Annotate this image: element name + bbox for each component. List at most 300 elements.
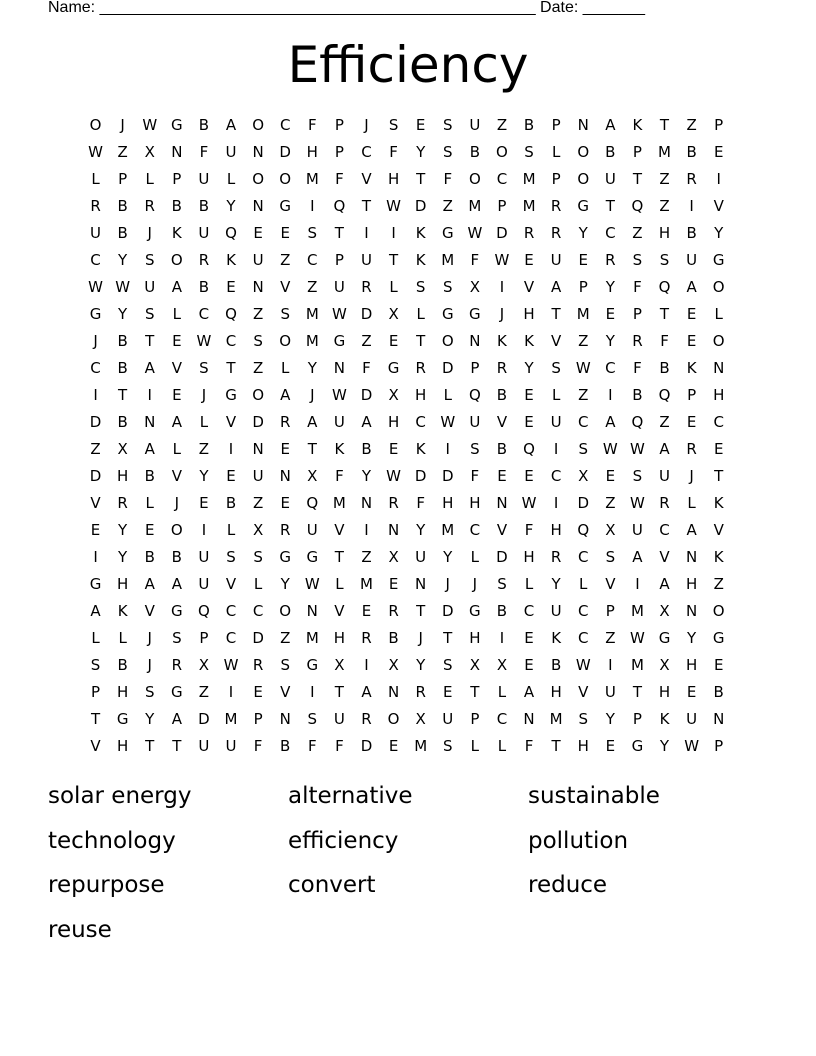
grid-letter: C: [361, 142, 372, 161]
grid-letter: X: [388, 385, 399, 404]
grid-letter: R: [415, 682, 426, 701]
grid-letter: P: [172, 169, 182, 188]
grid-letter: X: [469, 655, 480, 674]
grid-letter: M: [332, 493, 346, 512]
grid-letter: I: [364, 520, 369, 539]
grid-letter: K: [334, 439, 345, 458]
grid-letter: A: [605, 115, 616, 134]
grid-letter: M: [441, 520, 455, 539]
grid-letter: R: [388, 493, 399, 512]
grid-letter: P: [578, 277, 588, 296]
grid-letter: V: [361, 169, 372, 188]
grid-letter: P: [632, 709, 642, 728]
grid-letter: I: [553, 493, 559, 512]
grid-letter: E: [524, 466, 534, 485]
grid-letter: Y: [605, 709, 615, 728]
grid-letter: U: [198, 223, 210, 242]
grid-letter: C: [577, 547, 589, 566]
grid-letter: O: [712, 331, 725, 350]
grid-letter: W: [386, 196, 401, 215]
grid-letter: N: [279, 709, 291, 728]
grid-letter: Z: [198, 439, 210, 458]
grid-letter: S: [90, 655, 101, 674]
grid-letter: E: [226, 277, 236, 296]
grid-letter: L: [226, 169, 236, 188]
grid-letter: C: [90, 358, 101, 377]
grid-letter: O: [89, 115, 102, 134]
grid-letter: Y: [226, 196, 236, 215]
grid-letter: N: [577, 115, 589, 134]
grid-letter: E: [524, 655, 534, 674]
grid-letter: E: [578, 250, 588, 269]
grid-letter: W: [467, 223, 483, 242]
grid-letter: C: [577, 412, 589, 431]
grid-letter: G: [279, 196, 292, 215]
grid-letter: C: [713, 412, 724, 431]
grid-letter: F: [470, 250, 480, 269]
grid-letter: R: [252, 655, 264, 674]
grid-letter: A: [686, 520, 697, 539]
grid-letter: W: [494, 250, 510, 269]
grid-letter: S: [253, 547, 263, 566]
grid-letter: Q: [523, 439, 535, 458]
grid-letter: R: [496, 358, 508, 377]
grid-letter: Q: [306, 493, 319, 512]
grid-letter: N: [333, 358, 345, 377]
word-list-item: efficiency: [288, 827, 399, 854]
grid-letter: Z: [442, 196, 453, 215]
grid-letter: Q: [658, 385, 671, 404]
grid-letter: Z: [252, 304, 264, 323]
grid-letter: W: [440, 412, 456, 431]
grid-letter: I: [201, 520, 207, 539]
grid-letter: E: [280, 223, 290, 242]
grid-letter: U: [686, 250, 698, 269]
grid-letter: U: [90, 223, 102, 242]
grid-letter: B: [496, 601, 508, 620]
grid-letter: P: [470, 358, 480, 377]
grid-letter: A: [523, 682, 535, 701]
grid-letter: V: [659, 547, 670, 566]
grid-letter: S: [443, 736, 453, 755]
grid-letter: K: [415, 223, 426, 242]
grid-letter: P: [632, 304, 642, 323]
grid-letter: V: [90, 736, 101, 755]
grid-letter: H: [685, 574, 698, 593]
grid-letter: W: [684, 736, 700, 755]
grid-letter: R: [632, 331, 643, 350]
grid-letter: U: [550, 250, 562, 269]
grid-letter: K: [117, 601, 128, 620]
grid-letter: T: [334, 682, 344, 701]
grid-letter: D: [496, 547, 508, 566]
grid-letter: T: [659, 115, 670, 134]
grid-letter: Y: [551, 574, 561, 593]
grid-letter: B: [469, 142, 480, 161]
grid-letter: Y: [443, 547, 453, 566]
grid-letter: H: [387, 412, 400, 431]
grid-letter: O: [170, 250, 183, 269]
grid-letter: D: [441, 466, 454, 485]
grid-letter: H: [713, 385, 725, 404]
grid-letter: K: [713, 493, 724, 512]
grid-letter: L: [579, 574, 588, 593]
grid-letter: Z: [90, 439, 101, 458]
grid-letter: L: [172, 439, 181, 458]
grid-letter: A: [686, 277, 697, 296]
grid-letter: I: [553, 439, 559, 458]
grid-letter: W: [602, 439, 618, 458]
grid-letter: S: [524, 142, 534, 161]
grid-letter: L: [253, 574, 263, 593]
grid-letter: A: [144, 574, 155, 593]
grid-letter: D: [577, 493, 590, 512]
grid-letter: E: [713, 142, 724, 161]
grid-letter: E: [605, 466, 616, 485]
grid-letter: B: [550, 655, 562, 674]
grid-letter: L: [172, 304, 181, 323]
grid-letter: M: [305, 169, 319, 188]
grid-letter: I: [310, 196, 315, 215]
grid-letter: N: [685, 601, 698, 620]
grid-letter: H: [117, 736, 129, 755]
grid-letter: U: [333, 412, 345, 431]
grid-letter: V: [334, 601, 345, 620]
grid-letter: P: [118, 169, 128, 188]
grid-letter: L: [443, 385, 452, 404]
grid-letter: S: [578, 439, 588, 458]
grid-letter: O: [279, 601, 292, 620]
grid-letter: Y: [659, 736, 670, 755]
grid-letter: S: [307, 709, 318, 728]
grid-letter: M: [468, 196, 482, 215]
grid-letter: Z: [605, 628, 616, 647]
grid-letter: G: [306, 655, 319, 674]
grid-letter: B: [117, 196, 128, 215]
grid-letter: Y: [524, 358, 534, 377]
grid-letter: U: [604, 169, 616, 188]
grid-letter: G: [279, 547, 292, 566]
grid-letter: X: [307, 466, 318, 485]
grid-letter: F: [335, 169, 344, 188]
grid-letter: S: [497, 574, 507, 593]
grid-letter: L: [335, 574, 344, 593]
grid-letter: L: [145, 169, 154, 188]
grid-letter: Q: [225, 223, 237, 242]
grid-letter: L: [91, 628, 100, 647]
grid-letter: W: [521, 493, 537, 512]
grid-letter: C: [605, 358, 616, 377]
grid-letter: T: [416, 169, 426, 188]
grid-letter: X: [388, 547, 399, 566]
word-list-item: technology: [48, 827, 176, 854]
grid-letter: T: [605, 196, 615, 215]
grid-letter: A: [144, 358, 155, 377]
word-list-item: reuse: [48, 916, 112, 943]
grid-letter: H: [685, 655, 698, 674]
grid-letter: I: [364, 655, 369, 674]
grid-letter: V: [578, 682, 589, 701]
grid-letter: N: [252, 439, 264, 458]
grid-letter: Y: [145, 709, 155, 728]
grid-letter: L: [145, 493, 154, 512]
grid-letter: A: [171, 412, 182, 431]
grid-letter: J: [201, 385, 207, 404]
grid-letter: S: [280, 655, 290, 674]
grid-letter: S: [443, 655, 453, 674]
grid-letter: K: [632, 115, 643, 134]
grid-letter: P: [334, 142, 344, 161]
grid-letter: T: [172, 736, 182, 755]
grid-letter: U: [333, 709, 345, 728]
grid-letter: U: [360, 250, 372, 269]
grid-letter: T: [226, 358, 236, 377]
grid-letter: T: [90, 709, 101, 728]
grid-letter: N: [496, 493, 508, 512]
grid-letter: A: [171, 709, 182, 728]
grid-letter: D: [414, 196, 427, 215]
grid-letter: Z: [198, 682, 210, 701]
grid-letter: V: [171, 358, 182, 377]
grid-letter: O: [279, 169, 292, 188]
grid-letter: T: [659, 304, 670, 323]
grid-letter: I: [93, 385, 98, 404]
grid-letter: S: [307, 223, 318, 242]
grid-letter: U: [415, 547, 427, 566]
grid-letter: T: [307, 439, 317, 458]
grid-letter: L: [551, 385, 561, 404]
grid-letter: I: [499, 277, 505, 296]
grid-letter: C: [577, 601, 589, 620]
grid-letter: E: [524, 385, 534, 404]
grid-letter: S: [443, 277, 453, 296]
grid-letter: N: [144, 412, 156, 431]
grid-letter: U: [225, 142, 237, 161]
word-list: [48, 777, 768, 955]
grid-letter: K: [415, 250, 426, 269]
word-search-grid: [82, 111, 732, 759]
grid-letter: X: [659, 601, 670, 620]
grid-letter: D: [252, 628, 264, 647]
grid-letter: B: [361, 439, 372, 458]
grid-letter: B: [605, 142, 616, 161]
grid-letter: A: [361, 412, 372, 431]
grid-letter: W: [223, 655, 239, 674]
grid-letter: S: [280, 304, 290, 323]
grid-letter: J: [310, 385, 315, 404]
grid-letter: H: [415, 385, 427, 404]
grid-letter: A: [659, 574, 670, 593]
grid-letter: X: [578, 466, 589, 485]
grid-letter: C: [279, 115, 291, 134]
grid-letter: G: [225, 385, 237, 404]
grid-letter: X: [659, 655, 670, 674]
grid-letter: W: [630, 628, 645, 647]
grid-letter: W: [575, 358, 591, 377]
grid-letter: T: [361, 196, 372, 215]
grid-letter: E: [226, 466, 236, 485]
grid-letter: A: [659, 439, 670, 458]
grid-letter: S: [659, 250, 670, 269]
grid-letter: O: [496, 142, 508, 161]
grid-letter: L: [687, 493, 696, 512]
grid-letter: W: [115, 277, 131, 296]
grid-letter: U: [225, 736, 237, 755]
grid-letter: U: [198, 169, 210, 188]
grid-letter: Y: [714, 223, 724, 242]
grid-letter: J: [472, 574, 478, 593]
grid-letter: E: [524, 250, 534, 269]
grid-letter: B: [198, 277, 210, 296]
grid-letter: P: [497, 196, 507, 215]
grid-letter: P: [470, 709, 480, 728]
grid-letter: C: [577, 628, 589, 647]
grid-letter: B: [686, 142, 697, 161]
grid-letter: B: [171, 547, 182, 566]
grid-letter: G: [89, 304, 102, 323]
grid-letter: R: [523, 223, 535, 242]
grid-letter: S: [388, 115, 399, 134]
grid-letter: I: [147, 385, 152, 404]
grid-letter: X: [144, 142, 155, 161]
grid-letter: N: [360, 493, 373, 512]
grid-letter: Q: [225, 304, 237, 323]
grid-letter: T: [388, 250, 399, 269]
grid-letter: L: [118, 628, 127, 647]
grid-letter: S: [172, 628, 182, 647]
grid-letter: T: [632, 682, 642, 701]
grid-letter: D: [360, 385, 373, 404]
grid-letter: G: [441, 304, 454, 323]
grid-letter: F: [524, 736, 534, 755]
grid-letter: W: [142, 115, 158, 134]
grid-letter: S: [144, 304, 155, 323]
grid-letter: B: [523, 115, 535, 134]
grid-letter: A: [171, 277, 182, 296]
grid-letter: N: [415, 574, 427, 593]
grid-letter: L: [524, 574, 534, 593]
grid-letter: P: [551, 169, 561, 188]
grid-letter: U: [144, 277, 156, 296]
grid-letter: H: [117, 466, 129, 485]
grid-letter: F: [633, 358, 642, 377]
grid-letter: O: [712, 277, 725, 296]
grid-letter: A: [307, 412, 318, 431]
grid-letter: P: [605, 601, 615, 620]
grid-letter: N: [469, 331, 481, 350]
grid-letter: O: [279, 331, 292, 350]
grid-letter: O: [252, 169, 265, 188]
grid-letter: H: [577, 736, 589, 755]
grid-letter: B: [280, 736, 291, 755]
grid-letter: G: [577, 196, 590, 215]
grid-letter: N: [713, 709, 725, 728]
grid-letter: V: [496, 412, 508, 431]
grid-letter: Y: [687, 628, 697, 647]
grid-letter: I: [445, 439, 450, 458]
grid-letter: V: [280, 682, 291, 701]
grid-letter: K: [524, 331, 534, 350]
grid-letter: V: [713, 520, 724, 539]
grid-letter: V: [280, 277, 291, 296]
grid-letter: L: [199, 412, 209, 431]
grid-letter: D: [441, 601, 454, 620]
grid-letter: L: [714, 304, 723, 323]
word-list-item: sustainable: [528, 783, 660, 809]
grid-letter: B: [713, 682, 724, 701]
grid-letter: N: [252, 277, 264, 296]
grid-letter: C: [415, 412, 426, 431]
grid-letter: P: [253, 709, 263, 728]
grid-letter: D: [252, 412, 264, 431]
grid-letter: X: [469, 277, 480, 296]
grid-letter: C: [225, 331, 237, 350]
grid-letter: U: [198, 547, 210, 566]
grid-letter: Q: [198, 601, 210, 620]
grid-letter: L: [416, 304, 425, 323]
grid-letter: G: [333, 331, 346, 350]
grid-letter: K: [497, 331, 507, 350]
grid-letter: E: [686, 412, 697, 431]
grid-letter: H: [469, 628, 481, 647]
grid-letter: V: [171, 466, 182, 485]
grid-letter: M: [522, 196, 536, 215]
grid-letter: D: [414, 466, 427, 485]
grid-letter: B: [144, 466, 155, 485]
grid-letter: I: [689, 196, 694, 215]
grid-letter: W: [386, 466, 401, 485]
grid-letter: N: [252, 142, 264, 161]
grid-letter: M: [630, 655, 644, 674]
grid-letter: H: [550, 682, 562, 701]
grid-letter: M: [522, 169, 536, 188]
grid-letter: Y: [118, 520, 128, 539]
grid-letter: B: [171, 196, 182, 215]
grid-letter: A: [280, 385, 291, 404]
grid-letter: R: [550, 196, 562, 215]
grid-letter: G: [171, 682, 183, 701]
grid-letter: B: [632, 385, 643, 404]
grid-letter: U: [333, 277, 345, 296]
grid-letter: O: [577, 169, 590, 188]
grid-letter: Z: [252, 493, 264, 512]
grid-letter: A: [551, 277, 562, 296]
grid-letter: N: [279, 466, 291, 485]
grid-letter: J: [364, 115, 369, 134]
grid-letter: R: [605, 250, 616, 269]
grid-letter: G: [469, 601, 481, 620]
grid-letter: M: [414, 736, 428, 755]
grid-letter: I: [608, 385, 613, 404]
grid-letter: R: [279, 520, 291, 539]
grid-letter: X: [496, 655, 508, 674]
grid-letter: N: [171, 142, 183, 161]
grid-letter: I: [228, 439, 234, 458]
grid-letter: B: [686, 223, 697, 242]
grid-letter: E: [172, 331, 182, 350]
grid-letter: R: [659, 493, 670, 512]
grid-letter: Y: [361, 466, 372, 485]
grid-letter: R: [550, 223, 562, 242]
grid-letter: E: [280, 439, 290, 458]
grid-letter: T: [145, 331, 155, 350]
grid-letter: D: [198, 709, 210, 728]
grid-letter: V: [496, 520, 508, 539]
grid-letter: F: [307, 115, 317, 134]
grid-letter: P: [334, 115, 344, 134]
word-list-item: alternative: [288, 783, 413, 809]
grid-letter: M: [441, 250, 455, 269]
